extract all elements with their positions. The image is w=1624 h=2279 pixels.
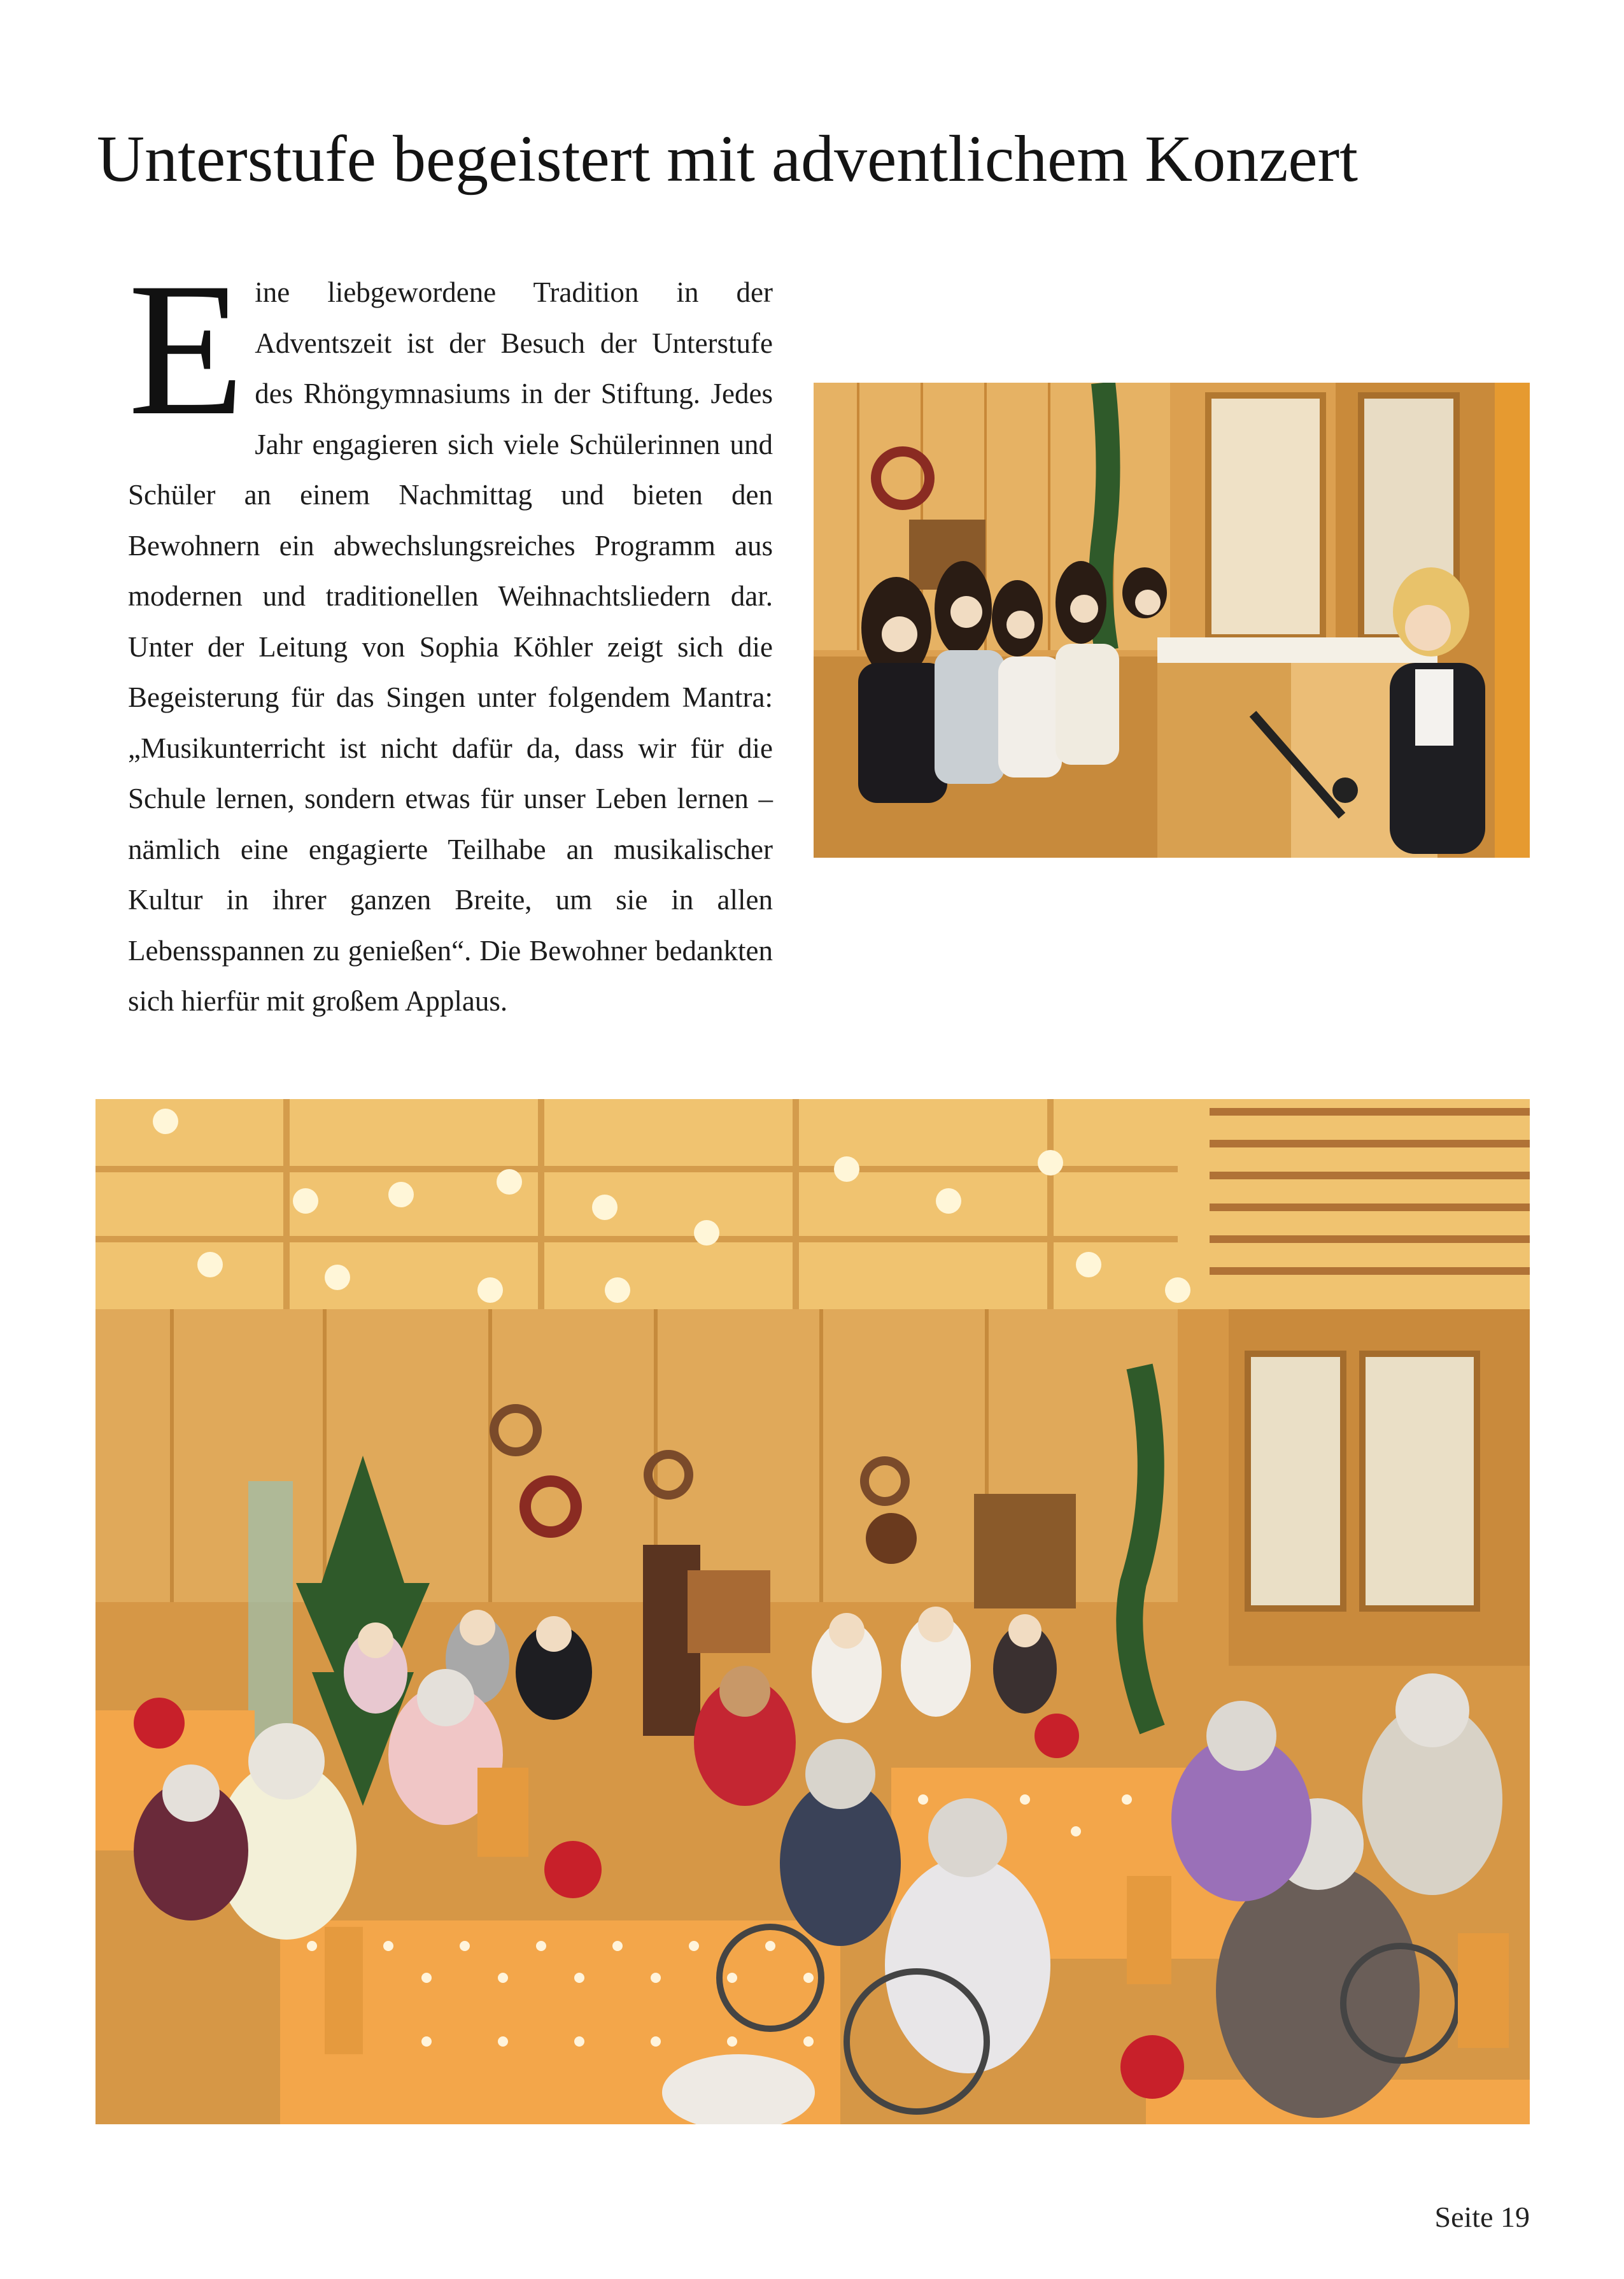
concert-photo-audience bbox=[95, 1099, 1530, 2124]
singers-illustration bbox=[814, 383, 1530, 858]
concert-photo-singers bbox=[814, 383, 1530, 858]
drop-cap: E bbox=[128, 243, 245, 455]
article-body-text: ine liebgewordene Tradition in der Adventszeit ist der Besuch der Unterstufe des Rhöngymnasiums in der Stiftung. Jedes Jahr engagieren sich viele Schülerinnen und Schüler an einem Nachmittag und bieten den Bewohnern ein abwechslungsreiches Programm aus modernen und traditionellen Weihnachtsliedern dar. Unter der Leitung von Sophia Köhler zeigt sich die Begeisterung für das Singen unter folgendem Mantra: „Musikunterricht ist nicht dafür da, dass wir für die Schule lernen, sondern etwas für unser Leben lernen – nämlich eine engagierte Teilhabe an musikalischer Kultur in ihrer ganzen Breite, um sie in allen Lebensspannen zu genießen“. Die Bewohner bedankten sich hierfür mit großem Applaus. bbox=[128, 276, 773, 1017]
article-title: Unterstufe begeistert mit adventlichem Konzert bbox=[97, 122, 1359, 195]
article-body-column bbox=[128, 243, 773, 1027]
audience-illustration bbox=[95, 1099, 1530, 2124]
page-number: Seite 19 bbox=[1434, 2201, 1530, 2233]
